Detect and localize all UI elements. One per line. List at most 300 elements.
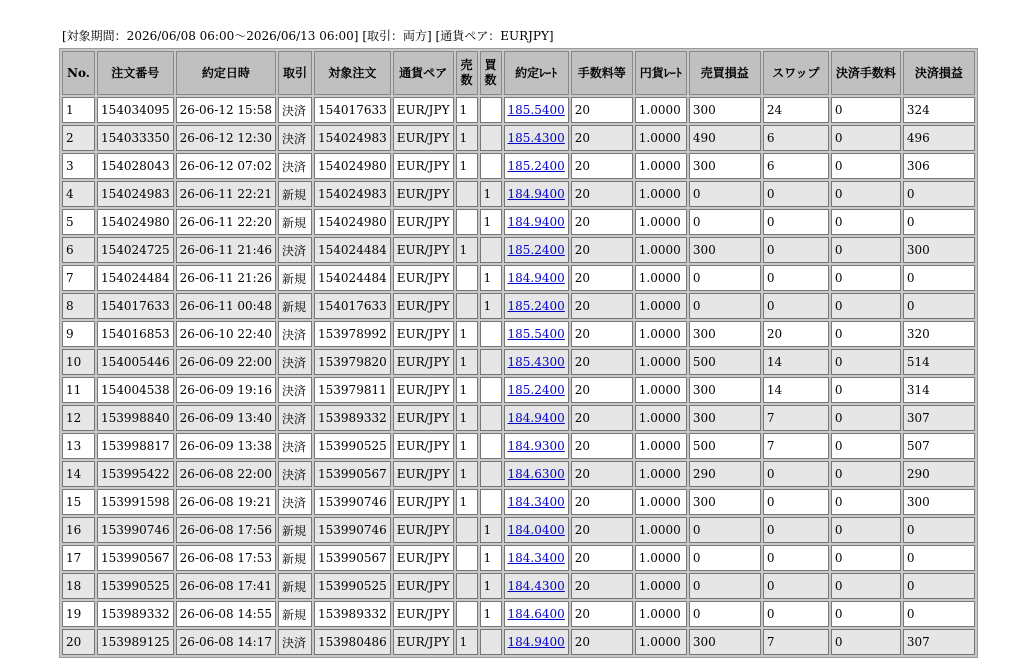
cell-settle-pl: 0 [903,209,975,235]
cell-buy-qty [480,433,502,459]
cell-pl: 0 [689,545,761,571]
cell-datetime: 26-06-08 17:41 [176,573,276,599]
cell-pl: 500 [689,433,761,459]
cell-order-no: 153990567 [97,545,174,571]
cell-target-order: 153990567 [314,461,391,487]
cell-rate [504,293,569,319]
cell-rate [504,349,569,375]
col-fee: 手数料等 [571,51,633,95]
cell-rate [504,545,569,571]
cell-sell-qty: 1 [456,461,478,487]
cell-fee: 20 [571,237,633,263]
cell-trade: 決済 [278,153,312,179]
table-header-row [62,51,975,95]
table-row [62,181,975,207]
cell-pl: 300 [689,377,761,403]
cell-datetime: 26-06-11 21:46 [176,237,276,263]
cell-settle-pl: 0 [903,293,975,319]
cell-settle-pl: 300 [903,237,975,263]
cell-settle-fee: 0 [831,97,901,123]
cell-rate [504,405,569,431]
table-row [62,153,975,179]
cell-order-no: 154033350 [97,125,174,151]
cell-buy-qty: 1 [480,545,502,571]
cell-trade: 新規 [278,265,312,291]
cell-swap: 24 [763,97,829,123]
cell-sell-qty: 1 [456,489,478,515]
cell-rate [504,153,569,179]
cell-target-order: 154017633 [314,97,391,123]
table-row [62,265,975,291]
cell-order-no: 153998840 [97,405,174,431]
cell-rate [504,629,569,655]
cell-jpy-rate: 1.0000 [635,181,687,207]
cell-pair: EUR/JPY [393,181,454,207]
cell-target-order: 153990525 [314,573,391,599]
cell-datetime: 26-06-11 21:26 [176,265,276,291]
cell-order-no: 153989332 [97,601,174,627]
cell-fee: 20 [571,433,633,459]
cell-order-no: 153998817 [97,433,174,459]
cell-no: 8 [62,293,95,319]
cell-pair: EUR/JPY [393,265,454,291]
cell-datetime: 26-06-08 22:00 [176,461,276,487]
table-row [62,573,975,599]
table-row [62,461,975,487]
cell-no: 20 [62,629,95,655]
table-row [62,97,975,123]
cell-sell-qty [456,181,478,207]
cell-rate [504,321,569,347]
cell-settle-fee: 0 [831,237,901,263]
cell-pl: 0 [689,265,761,291]
cell-jpy-rate: 1.0000 [635,489,687,515]
cell-settle-fee: 0 [831,601,901,627]
cell-order-no: 153990525 [97,573,174,599]
cell-target-order: 154024484 [314,237,391,263]
cell-pair: EUR/JPY [393,377,454,403]
table-row [62,601,975,627]
cell-settle-fee: 0 [831,545,901,571]
cell-trade: 決済 [278,377,312,403]
rate-link[interactable]: 184.9400 [507,411,565,425]
cell-pl: 0 [689,181,761,207]
cell-fee: 20 [571,209,633,235]
cell-fee: 20 [571,125,633,151]
cell-datetime: 26-06-10 22:40 [176,321,276,347]
cell-pl: 0 [689,601,761,627]
cell-buy-qty: 1 [480,293,502,319]
cell-settle-fee: 0 [831,629,901,655]
cell-pair: EUR/JPY [393,573,454,599]
cell-no: 1 [62,97,95,123]
cell-pair: EUR/JPY [393,545,454,571]
cell-pair: EUR/JPY [393,433,454,459]
cell-order-no: 154034095 [97,97,174,123]
cell-target-order: 153989332 [314,601,391,627]
cell-jpy-rate: 1.0000 [635,153,687,179]
cell-jpy-rate: 1.0000 [635,237,687,263]
cell-order-no: 153995422 [97,461,174,487]
cell-swap: 0 [763,517,829,543]
trade-filter: [取引：両方] [362,29,432,43]
table-row [62,433,975,459]
cell-datetime: 26-06-09 22:00 [176,349,276,375]
cell-rate [504,209,569,235]
cell-jpy-rate: 1.0000 [635,293,687,319]
rate-link[interactable]: 185.2400 [507,243,565,257]
cell-buy-qty [480,461,502,487]
cell-target-order: 153990567 [314,545,391,571]
cell-pl: 300 [689,153,761,179]
cell-rate [504,573,569,599]
cell-settle-fee: 0 [831,349,901,375]
cell-no: 9 [62,321,95,347]
cell-settle-fee: 0 [831,209,901,235]
cell-fee: 20 [571,517,633,543]
col-rate: 約定ﾚｰﾄ [504,51,569,95]
cell-datetime: 26-06-09 13:40 [176,405,276,431]
cell-target-order: 153979811 [314,377,391,403]
cell-settle-pl: 300 [903,489,975,515]
cell-rate [504,181,569,207]
cell-sell-qty: 1 [456,321,478,347]
cell-trade: 新規 [278,181,312,207]
rate-link[interactable]: 185.4300 [507,355,565,369]
cell-rate [504,237,569,263]
cell-pl: 0 [689,517,761,543]
cell-buy-qty [480,125,502,151]
cell-swap: 7 [763,629,829,655]
cell-buy-qty [480,405,502,431]
cell-no: 18 [62,573,95,599]
cell-datetime: 26-06-08 19:21 [176,489,276,515]
cell-buy-qty [480,237,502,263]
cell-settle-fee: 0 [831,377,901,403]
table-row [62,377,975,403]
cell-pair: EUR/JPY [393,293,454,319]
cell-sell-qty: 1 [456,125,478,151]
cell-pl: 300 [689,629,761,655]
cell-target-order: 153979820 [314,349,391,375]
col-datetime: 約定日時 [176,51,276,95]
cell-pl: 300 [689,489,761,515]
cell-settle-pl: 507 [903,433,975,459]
table-row [62,545,975,571]
cell-swap: 0 [763,545,829,571]
cell-pl: 0 [689,293,761,319]
cell-buy-qty [480,489,502,515]
col-pl: 売買損益 [689,51,761,95]
cell-datetime: 26-06-12 07:02 [176,153,276,179]
cell-swap: 20 [763,321,829,347]
cell-pair: EUR/JPY [393,125,454,151]
cell-jpy-rate: 1.0000 [635,601,687,627]
cell-no: 6 [62,237,95,263]
cell-rate [504,489,569,515]
cell-trade: 決済 [278,97,312,123]
rate-link[interactable]: 184.9400 [507,271,565,285]
cell-swap: 0 [763,265,829,291]
cell-jpy-rate: 1.0000 [635,573,687,599]
cell-sell-qty: 1 [456,237,478,263]
cell-settle-pl: 0 [903,181,975,207]
rate-link[interactable]: 184.4300 [507,579,565,593]
cell-pair: EUR/JPY [393,349,454,375]
rate-link[interactable]: 185.5400 [507,103,565,117]
rate-link[interactable]: 184.9400 [507,635,565,649]
cell-no: 7 [62,265,95,291]
cell-settle-pl: 324 [903,97,975,123]
col-jpy-rate: 円貨ﾚｰﾄ [635,51,687,95]
cell-target-order: 153990746 [314,517,391,543]
cell-swap: 0 [763,489,829,515]
cell-target-order: 153989332 [314,405,391,431]
cell-buy-qty [480,153,502,179]
cell-pl: 300 [689,97,761,123]
cell-jpy-rate: 1.0000 [635,433,687,459]
cell-jpy-rate: 1.0000 [635,405,687,431]
cell-sell-qty: 1 [456,349,478,375]
col-settle-fee: 決済手数料 [831,51,901,95]
cell-fee: 20 [571,405,633,431]
cell-fee: 20 [571,181,633,207]
cell-no: 3 [62,153,95,179]
cell-datetime: 26-06-08 17:56 [176,517,276,543]
cell-jpy-rate: 1.0000 [635,377,687,403]
rate-link[interactable]: 185.2400 [507,159,565,173]
filter-summary [62,27,554,44]
cell-trade: 決済 [278,349,312,375]
rate-link[interactable]: 184.0400 [507,523,565,537]
cell-fee: 20 [571,377,633,403]
cell-settle-fee: 0 [831,433,901,459]
rate-link[interactable]: 185.2400 [507,383,565,397]
cell-datetime: 26-06-11 22:21 [176,181,276,207]
cell-settle-fee: 0 [831,293,901,319]
cell-trade: 決済 [278,489,312,515]
rate-link[interactable]: 184.3400 [507,551,565,565]
rate-link[interactable]: 184.6400 [507,607,565,621]
cell-pair: EUR/JPY [393,517,454,543]
rate-link[interactable]: 185.5400 [507,327,565,341]
cell-datetime: 26-06-11 00:48 [176,293,276,319]
cell-sell-qty: 1 [456,153,478,179]
cell-fee: 20 [571,321,633,347]
cell-swap: 14 [763,377,829,403]
cell-sell-qty [456,209,478,235]
cell-pair: EUR/JPY [393,629,454,655]
cell-buy-qty: 1 [480,517,502,543]
cell-settle-fee: 0 [831,405,901,431]
cell-swap: 0 [763,181,829,207]
cell-trade: 新規 [278,545,312,571]
cell-pair: EUR/JPY [393,209,454,235]
cell-pl: 290 [689,461,761,487]
col-target-order: 対象注文 [314,51,391,95]
cell-trade: 新規 [278,601,312,627]
cell-datetime: 26-06-08 14:17 [176,629,276,655]
cell-trade: 決済 [278,125,312,151]
cell-order-no: 154024725 [97,237,174,263]
rate-link[interactable]: 184.6300 [507,467,565,481]
cell-swap: 0 [763,573,829,599]
cell-fee: 20 [571,573,633,599]
cell-fee: 20 [571,601,633,627]
cell-settle-fee: 0 [831,265,901,291]
cell-datetime: 26-06-12 12:30 [176,125,276,151]
rate-link[interactable]: 184.9400 [507,215,565,229]
cell-sell-qty [456,545,478,571]
cell-trade: 新規 [278,209,312,235]
cell-order-no: 153990746 [97,517,174,543]
cell-trade: 決済 [278,461,312,487]
cell-no: 11 [62,377,95,403]
cell-sell-qty: 1 [456,433,478,459]
cell-rate [504,601,569,627]
cell-settle-fee: 0 [831,517,901,543]
cell-trade: 決済 [278,405,312,431]
cell-settle-fee: 0 [831,125,901,151]
cell-datetime: 26-06-08 14:55 [176,601,276,627]
col-settle-pl: 決済損益 [903,51,975,95]
cell-target-order: 153978992 [314,321,391,347]
cell-no: 15 [62,489,95,515]
cell-order-no: 153991598 [97,489,174,515]
cell-buy-qty: 1 [480,209,502,235]
cell-sell-qty: 1 [456,629,478,655]
cell-target-order: 153980486 [314,629,391,655]
cell-pl: 490 [689,125,761,151]
cell-sell-qty [456,293,478,319]
cell-settle-pl: 320 [903,321,975,347]
cell-fee: 20 [571,461,633,487]
cell-rate [504,377,569,403]
cell-settle-pl: 0 [903,265,975,291]
cell-rate [504,517,569,543]
cell-swap: 0 [763,461,829,487]
cell-fee: 20 [571,629,633,655]
cell-pair: EUR/JPY [393,461,454,487]
cell-no: 12 [62,405,95,431]
cell-swap: 0 [763,237,829,263]
table-row [62,489,975,515]
cell-order-no: 154017633 [97,293,174,319]
cell-no: 19 [62,601,95,627]
cell-order-no: 154005446 [97,349,174,375]
table-row [62,629,975,655]
cell-swap: 14 [763,349,829,375]
cell-pl: 0 [689,573,761,599]
cell-rate [504,265,569,291]
cell-buy-qty: 1 [480,181,502,207]
cell-jpy-rate: 1.0000 [635,97,687,123]
cell-sell-qty [456,601,478,627]
cell-pair: EUR/JPY [393,405,454,431]
cell-settle-fee: 0 [831,181,901,207]
cell-rate [504,461,569,487]
table-row [62,125,975,151]
cell-jpy-rate: 1.0000 [635,517,687,543]
cell-datetime: 26-06-11 22:20 [176,209,276,235]
rate-link[interactable]: 184.3400 [507,495,565,509]
table-row [62,237,975,263]
cell-trade: 決済 [278,433,312,459]
cell-order-no: 154024484 [97,265,174,291]
cell-sell-qty: 1 [456,377,478,403]
cell-fee: 20 [571,153,633,179]
cell-buy-qty: 1 [480,601,502,627]
cell-buy-qty: 1 [480,573,502,599]
cell-fee: 20 [571,265,633,291]
cell-settle-pl: 307 [903,405,975,431]
cell-datetime: 26-06-09 13:38 [176,433,276,459]
cell-swap: 7 [763,433,829,459]
cell-pl: 300 [689,405,761,431]
cell-datetime: 26-06-09 19:16 [176,377,276,403]
cell-order-no: 154024983 [97,181,174,207]
period-filter: [対象期間：2026/06/08 06:00〜2026/06/13 06:00] [62,29,359,43]
rate-link[interactable]: 184.9400 [507,187,565,201]
cell-settle-fee: 0 [831,573,901,599]
cell-settle-fee: 0 [831,153,901,179]
cell-jpy-rate: 1.0000 [635,125,687,151]
cell-jpy-rate: 1.0000 [635,349,687,375]
cell-no: 2 [62,125,95,151]
cell-datetime: 26-06-12 15:58 [176,97,276,123]
cell-settle-pl: 0 [903,545,975,571]
cell-sell-qty: 1 [456,405,478,431]
cell-rate [504,125,569,151]
cell-target-order: 154024983 [314,181,391,207]
cell-buy-qty [480,629,502,655]
rate-link[interactable]: 184.9300 [507,439,565,453]
cell-settle-pl: 306 [903,153,975,179]
rate-link[interactable]: 185.4300 [507,131,565,145]
cell-pair: EUR/JPY [393,489,454,515]
cell-settle-pl: 514 [903,349,975,375]
cell-target-order: 154017633 [314,293,391,319]
cell-no: 13 [62,433,95,459]
cell-rate [504,433,569,459]
cell-buy-qty [480,377,502,403]
cell-pl: 500 [689,349,761,375]
cell-order-no: 153989125 [97,629,174,655]
cell-swap: 0 [763,209,829,235]
execution-history-table [59,48,978,658]
cell-no: 10 [62,349,95,375]
cell-jpy-rate: 1.0000 [635,545,687,571]
table-row [62,517,975,543]
cell-trade: 決済 [278,321,312,347]
cell-settle-pl: 496 [903,125,975,151]
rate-link[interactable]: 185.2400 [507,299,565,313]
cell-settle-fee: 0 [831,321,901,347]
cell-trade: 新規 [278,517,312,543]
col-buy-qty: 買 数 [480,51,502,95]
table-row [62,293,975,319]
cell-target-order: 153990746 [314,489,391,515]
cell-rate [504,97,569,123]
cell-no: 17 [62,545,95,571]
cell-pair: EUR/JPY [393,601,454,627]
cell-fee: 20 [571,293,633,319]
cell-settle-pl: 290 [903,461,975,487]
pair-filter: [通貨ペア：EURJPY] [435,29,554,43]
cell-target-order: 153990525 [314,433,391,459]
cell-no: 5 [62,209,95,235]
cell-settle-pl: 0 [903,517,975,543]
